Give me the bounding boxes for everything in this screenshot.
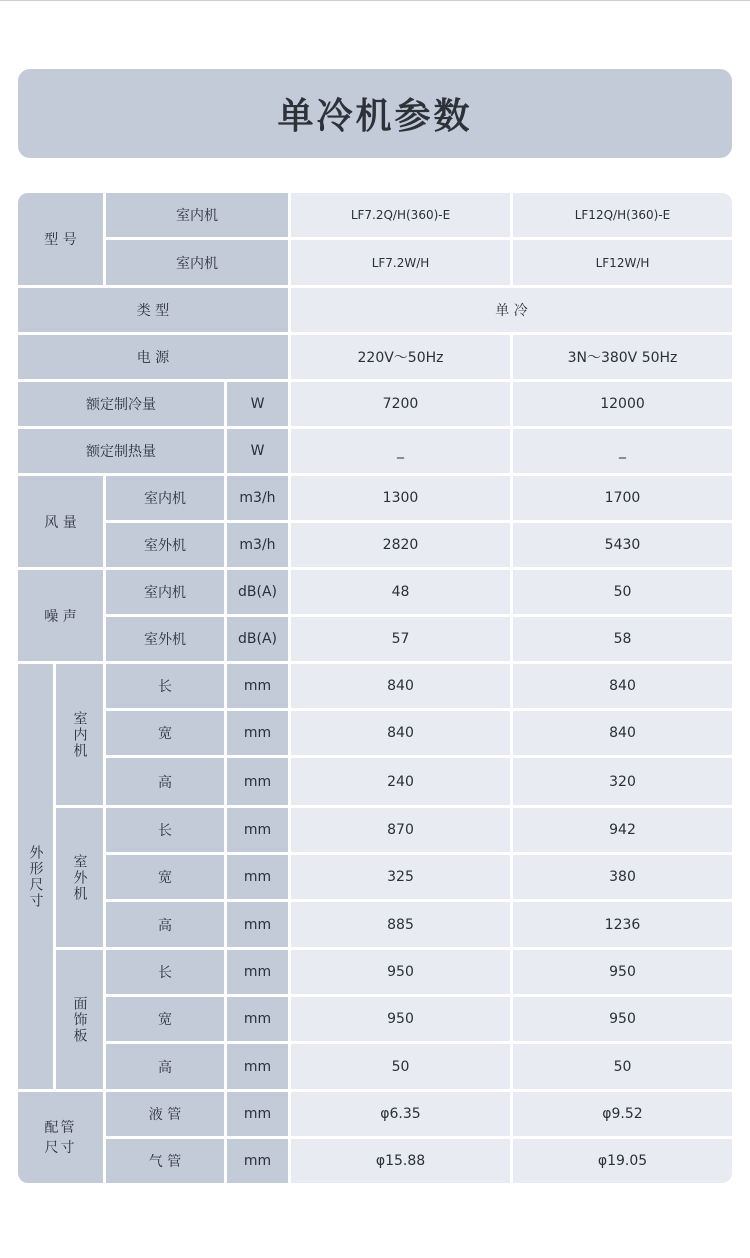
dims-outdoor-width-value-1: 325: [291, 855, 510, 899]
rated-heating-label: 额定制热量: [18, 429, 224, 473]
dims-indoor-text: 室内机: [71, 710, 88, 759]
noise-outdoor-value-2: 58: [513, 617, 732, 661]
dims-indoor-height-value-1: 240: [291, 758, 510, 805]
power-value-2: 3N～380V 50Hz: [513, 335, 732, 379]
dims-outdoor-width-value-2: 380: [513, 855, 732, 899]
airflow-outdoor-value-1: 2820: [291, 523, 510, 567]
rated-cooling-unit: W: [227, 382, 288, 426]
page-title: 单冷机参数: [277, 96, 473, 137]
dims-indoor-width-unit: mm: [227, 711, 288, 755]
piping-liquid-value-2: φ9.52: [513, 1092, 732, 1136]
model-outdoor-value-1: LF7.2W/H: [291, 240, 510, 285]
dims-indoor-height-unit: mm: [227, 758, 288, 805]
noise-outdoor-unit: dB(A): [227, 617, 288, 661]
dimensions-group-text: 外形尺寸: [27, 844, 44, 909]
airflow-indoor-value-1: 1300: [291, 476, 510, 520]
top-divider: [0, 0, 750, 1]
dims-outdoor-length-unit: mm: [227, 808, 288, 852]
airflow-indoor-unit: m3/h: [227, 476, 288, 520]
airflow-indoor-label: 室内机: [106, 476, 224, 520]
dims-indoor-height-label: 高: [106, 758, 224, 805]
dims-outdoor-label: [56, 808, 103, 947]
type-label: 类 型: [18, 288, 288, 332]
noise-indoor-value-1: 48: [291, 570, 510, 614]
title-banner: [18, 69, 732, 158]
dims-outdoor-height-unit: mm: [227, 902, 288, 947]
piping-group-text: 配管尺寸: [44, 1119, 77, 1156]
noise-outdoor-label: 室外机: [106, 617, 224, 661]
spec-table: [18, 193, 732, 1183]
type-value: 单 冷: [291, 288, 732, 332]
dims-outdoor-length-label: 长: [106, 808, 224, 852]
airflow-group-label: 风 量: [18, 476, 103, 567]
rated-heating-value-1: _: [291, 429, 510, 473]
model-group-label: 型 号: [18, 193, 103, 285]
piping-gas-value-1: φ15.88: [291, 1139, 510, 1183]
dims-outdoor-length-value-1: 870: [291, 808, 510, 852]
dims-panel-width-label: 宽: [106, 997, 224, 1041]
dims-panel-length-unit: mm: [227, 950, 288, 994]
piping-gas-label: 气 管: [106, 1139, 224, 1183]
dims-outdoor-height-value-2: 1236: [513, 902, 732, 947]
dims-indoor-width-value-2: 840: [513, 711, 732, 755]
piping-gas-unit: mm: [227, 1139, 288, 1183]
piping-group-label: [18, 1092, 103, 1183]
dims-panel-width-value-1: 950: [291, 997, 510, 1041]
dims-outdoor-length-value-2: 942: [513, 808, 732, 852]
noise-outdoor-value-1: 57: [291, 617, 510, 661]
airflow-outdoor-unit: m3/h: [227, 523, 288, 567]
airflow-outdoor-value-2: 5430: [513, 523, 732, 567]
dims-indoor-length-value-2: 840: [513, 664, 732, 708]
dims-panel-height-unit: mm: [227, 1044, 288, 1089]
dims-indoor-length-unit: mm: [227, 664, 288, 708]
piping-gas-value-2: φ19.05: [513, 1139, 732, 1183]
dims-panel-label: [56, 950, 103, 1089]
rated-cooling-value-1: 7200: [291, 382, 510, 426]
noise-indoor-label: 室内机: [106, 570, 224, 614]
rated-cooling-value-2: 12000: [513, 382, 732, 426]
dims-indoor-length-value-1: 840: [291, 664, 510, 708]
airflow-outdoor-label: 室外机: [106, 523, 224, 567]
dims-panel-width-unit: mm: [227, 997, 288, 1041]
dims-outdoor-width-unit: mm: [227, 855, 288, 899]
rated-heating-unit: W: [227, 429, 288, 473]
model-outdoor-label: 室内机: [106, 240, 288, 285]
dims-outdoor-width-label: 宽: [106, 855, 224, 899]
model-indoor-label: 室内机: [106, 193, 288, 237]
dims-indoor-height-value-2: 320: [513, 758, 732, 805]
noise-indoor-value-2: 50: [513, 570, 732, 614]
piping-liquid-value-1: φ6.35: [291, 1092, 510, 1136]
dims-outdoor-text: 室外机: [71, 853, 88, 902]
dims-panel-length-label: 长: [106, 950, 224, 994]
model-indoor-value-1: LF7.2Q/H(360)-E: [291, 193, 510, 237]
dims-indoor-label: [56, 664, 103, 805]
dims-panel-height-value-2: 50: [513, 1044, 732, 1089]
power-value-1: 220V～50Hz: [291, 335, 510, 379]
model-outdoor-value-2: LF12W/H: [513, 240, 732, 285]
dimensions-group-label: [18, 664, 53, 1089]
piping-liquid-label: 液 管: [106, 1092, 224, 1136]
noise-group-label: 噪 声: [18, 570, 103, 661]
rated-cooling-label: 额定制冷量: [18, 382, 224, 426]
dims-outdoor-height-label: 高: [106, 902, 224, 947]
dims-panel-height-label: 高: [106, 1044, 224, 1089]
dims-indoor-length-label: 长: [106, 664, 224, 708]
noise-indoor-unit: dB(A): [227, 570, 288, 614]
dims-panel-width-value-2: 950: [513, 997, 732, 1041]
power-label: 电 源: [18, 335, 288, 379]
dims-indoor-width-label: 宽: [106, 711, 224, 755]
rated-heating-value-2: _: [513, 429, 732, 473]
dims-outdoor-height-value-1: 885: [291, 902, 510, 947]
airflow-indoor-value-2: 1700: [513, 476, 732, 520]
dims-panel-height-value-1: 50: [291, 1044, 510, 1089]
dims-panel-length-value-2: 950: [513, 950, 732, 994]
dims-panel-text: 面饰板: [71, 995, 88, 1044]
model-indoor-value-2: LF12Q/H(360)-E: [513, 193, 732, 237]
piping-liquid-unit: mm: [227, 1092, 288, 1136]
dims-panel-length-value-1: 950: [291, 950, 510, 994]
dims-indoor-width-value-1: 840: [291, 711, 510, 755]
